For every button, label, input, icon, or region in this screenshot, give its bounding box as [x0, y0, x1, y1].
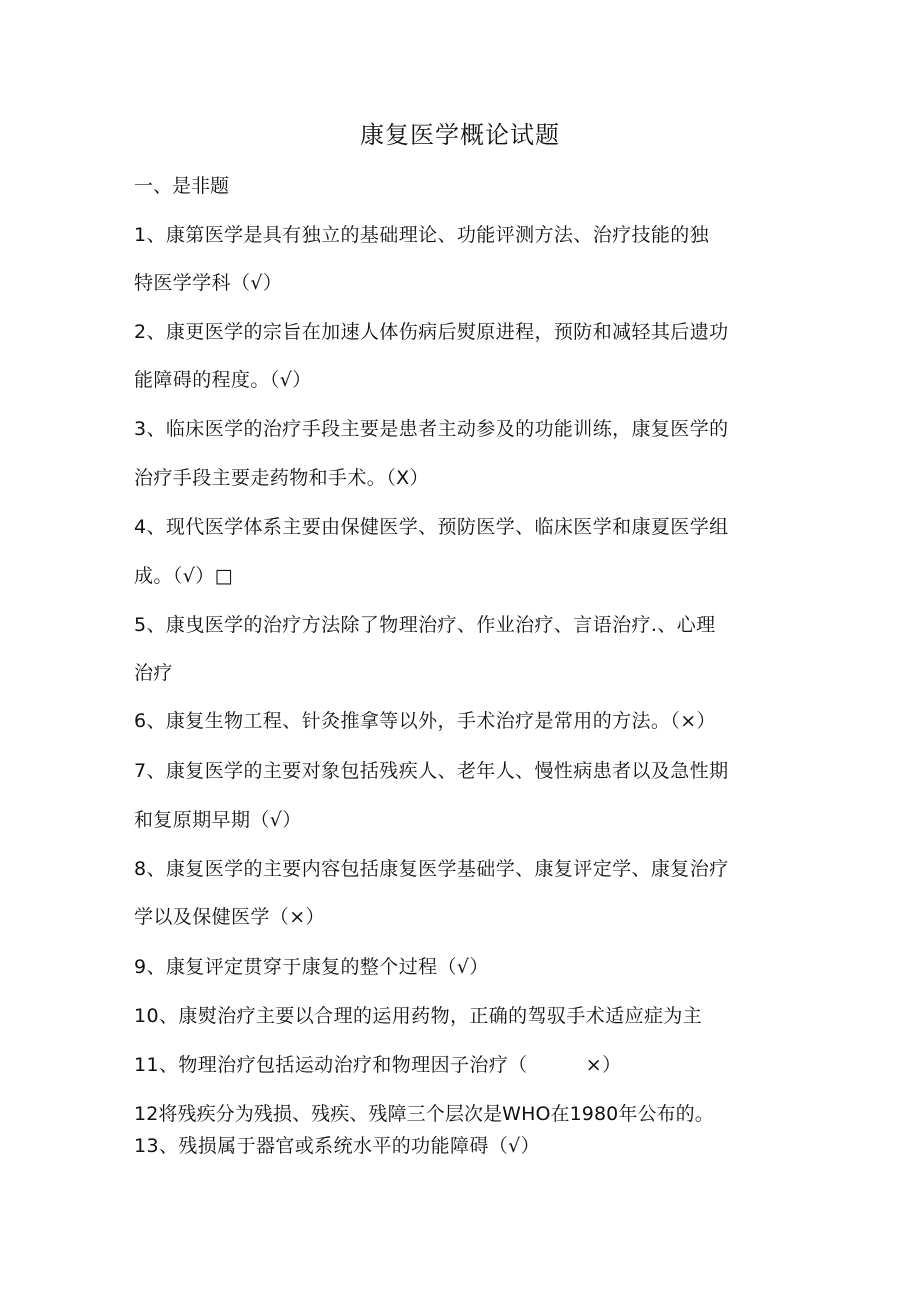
question-line: 4、现代医学体系主要由保健医学、预防医学、临床医学和康夏医学组 — [134, 516, 729, 538]
page-title: 康复医学概论试题 — [360, 121, 560, 149]
section-title: 一、是非题 — [134, 175, 230, 197]
question-line: 3、临床医学的治疗手段主要是患者主动参及的功能训练，康复医学的 — [134, 418, 729, 440]
question-line: 学以及保健医学（×） — [134, 906, 325, 928]
question-line: 治疗手段主要走药物和手术。（X） — [134, 467, 429, 489]
question-line: 5、康曳医学的治疗方法除了物理治疗、作业治疗、言语治疗.、心理 — [134, 614, 716, 636]
question-line: 12将残疾分为残损、残疾、残障三个层次是WHO在1980年公布的。 — [134, 1103, 714, 1125]
question-line: 治疗 — [134, 662, 173, 684]
question-line: 能障碍的程度。（√） — [134, 369, 312, 391]
question-line: 成。（√）□ — [134, 565, 233, 587]
question-line: 1、康第医学是具有独立的基础理论、功能评测方法、治疗技能的独 — [134, 224, 710, 246]
question-line: 13、残损属于器官或系统水平的功能障碍（√） — [134, 1135, 541, 1157]
question-line: 和复原期早期（√） — [134, 809, 302, 831]
question-line: 11、物理治疗包括运动治疗和物理因子治疗（ ×） — [134, 1054, 622, 1076]
question-line: 7、康复医学的主要对象包括残疾人、老年人、慢性病患者以及急性期 — [134, 760, 729, 782]
question-line: 8、康复医学的主要内容包括康复医学基础学、康复评定学、康复治疗 — [134, 858, 729, 880]
question-line: 6、康复生物工程、针灸推拿等以外，手术治疗是常用的方法。（×） — [134, 710, 716, 732]
question-line: 9、康复评定贯穿于康复的整个过程（√） — [134, 956, 489, 978]
question-line: 特医学学科（√） — [134, 272, 283, 294]
question-line: 2、康更医学的宗旨在加速人体伤病后熨原进程，预防和减轻其后遗功 — [134, 321, 729, 343]
question-line: 10、康熨治疗主要以合理的运用药物，正确的驾驭手术适应症为主 — [134, 1005, 703, 1027]
